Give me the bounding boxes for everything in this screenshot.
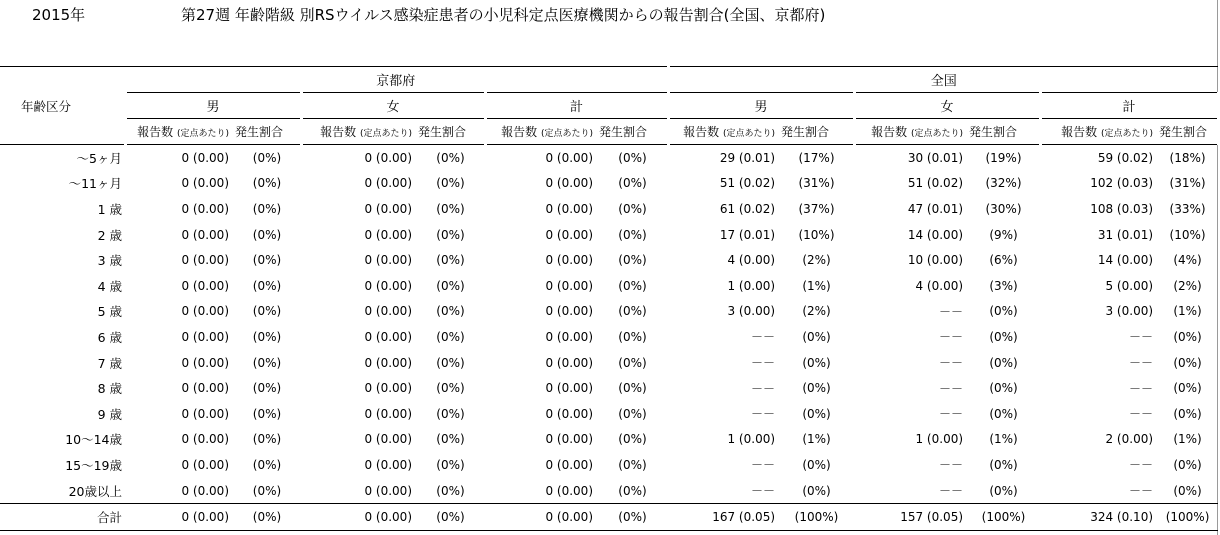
count-note-label: (定点あたり) <box>540 129 593 139</box>
pct-header: 発生割合 <box>597 119 668 145</box>
pct-cell: (0%) <box>252 457 282 472</box>
sex-header: 女 <box>301 93 485 119</box>
age-cell: 7 歳 <box>97 355 122 371</box>
count-cell: 17 (0.01) <box>719 227 776 242</box>
count-cell: 0 (0.00) <box>181 406 229 421</box>
pct-cell: (37%) <box>798 201 835 216</box>
count-cell: 14 (0.00) <box>907 227 964 242</box>
header-row-sex <box>0 93 1218 119</box>
count-cell: 167 (0.05) <box>668 504 779 531</box>
count-cell: 4 (0.00) <box>915 278 964 293</box>
pct-cell: (0%) <box>252 227 282 242</box>
pct-cell: (2%) <box>1173 278 1202 293</box>
age-cell: 9 歳 <box>97 406 122 422</box>
pct-cell: (0%) <box>618 304 647 319</box>
pct-cell: (31%) <box>798 176 835 191</box>
count-cell: 0 (0.00) <box>545 304 593 319</box>
pct-cell: (1%) <box>802 432 831 447</box>
count-cell: 0 (0.00) <box>545 483 593 498</box>
count-cell: 0 (0.00) <box>545 253 593 268</box>
table-row <box>0 247 1218 273</box>
count-label: 報告数 <box>871 125 908 139</box>
age-cell: 8 歳 <box>97 381 122 397</box>
pct-cell: (0%) <box>252 329 282 344</box>
pct-cell: (0%) <box>802 483 831 498</box>
count-cell: －－ <box>751 458 776 473</box>
pct-cell: (17%) <box>798 150 835 165</box>
table-row <box>0 350 1218 376</box>
count-cell: 0 (0.00) <box>364 381 412 396</box>
count-cell: －－ <box>751 407 776 422</box>
count-cell: －－ <box>939 458 964 473</box>
pct-cell: (18%) <box>1169 150 1206 165</box>
count-cell: 3 (0.00) <box>727 304 776 319</box>
pct-cell: (0%) <box>436 329 465 344</box>
pct-cell: (0%) <box>436 406 465 421</box>
pct-cell: (0%) <box>416 504 485 531</box>
table-row <box>0 478 1218 504</box>
count-cell: －－ <box>1129 356 1154 371</box>
pct-cell: (2%) <box>802 253 831 268</box>
count-cell: 51 (0.02) <box>719 176 776 191</box>
count-cell: －－ <box>939 381 964 396</box>
table-row <box>0 145 1218 171</box>
pct-cell: (19%) <box>985 150 1022 165</box>
pct-cell: (0%) <box>252 201 282 216</box>
count-cell: 0 (0.00) <box>364 432 412 447</box>
region-header-kyoto: 京都府 <box>125 67 668 93</box>
count-cell: 102 (0.03) <box>1090 176 1154 191</box>
table-row <box>0 273 1218 299</box>
table-row <box>0 222 1218 248</box>
count-cell: 0 (0.00) <box>181 227 229 242</box>
count-cell: 0 (0.00) <box>181 329 229 344</box>
count-header <box>668 119 779 145</box>
pct-cell: (1%) <box>1173 304 1202 319</box>
count-cell: 108 (0.03) <box>1090 201 1154 216</box>
count-cell: －－ <box>939 484 964 499</box>
sex-header: 女 <box>854 93 1040 119</box>
count-cell: 0 (0.00) <box>364 457 412 472</box>
age-cell: 10～14歳 <box>65 432 122 448</box>
age-cell: 4 歳 <box>97 278 122 294</box>
count-cell: 3 (0.00) <box>1105 304 1154 319</box>
pct-cell: (0%) <box>989 304 1018 319</box>
pct-cell: (0%) <box>802 381 831 396</box>
pct-cell: (0%) <box>989 406 1018 421</box>
count-cell: 0 (0.00) <box>545 432 593 447</box>
age-cell: 20歳以上 <box>68 483 122 499</box>
pct-cell: (0%) <box>436 483 465 498</box>
count-cell: －－ <box>939 407 964 422</box>
pct-header: 発生割合 <box>1157 119 1218 145</box>
pct-cell: (0%) <box>618 355 647 370</box>
count-cell: －－ <box>1129 381 1154 396</box>
count-cell: 10 (0.00) <box>907 253 964 268</box>
pct-cell: (0%) <box>436 150 465 165</box>
pct-cell: (0%) <box>252 304 282 319</box>
count-cell: 4 (0.00) <box>727 253 776 268</box>
age-cell: 合計 <box>0 504 125 531</box>
age-cell: 3 歳 <box>97 253 122 269</box>
pct-header: 発生割合 <box>233 119 301 145</box>
sex-header: 計 <box>485 93 668 119</box>
count-cell: 1 (0.00) <box>915 432 964 447</box>
count-cell: 14 (0.00) <box>1097 253 1154 268</box>
count-cell: 1 (0.00) <box>727 432 776 447</box>
count-cell: 0 (0.00) <box>181 201 229 216</box>
count-cell: 30 (0.01) <box>907 150 964 165</box>
pct-cell: (0%) <box>618 432 647 447</box>
pct-cell: (0%) <box>252 406 282 421</box>
count-cell: 0 (0.00) <box>364 278 412 293</box>
pct-cell: (0%) <box>252 483 282 498</box>
pct-cell: (6%) <box>989 253 1018 268</box>
pct-cell: (9%) <box>989 227 1018 242</box>
count-header <box>854 119 967 145</box>
pct-cell: (0%) <box>436 432 465 447</box>
count-label: 報告数 <box>683 125 720 139</box>
count-cell: －－ <box>1129 407 1154 422</box>
count-cell: 0 (0.00) <box>364 483 412 498</box>
table-row <box>0 504 1218 531</box>
pct-cell: (0%) <box>989 483 1018 498</box>
pct-cell: (0%) <box>436 355 465 370</box>
age-header: 年齢区分 <box>0 67 125 145</box>
count-cell: 0 (0.00) <box>181 176 229 191</box>
pct-cell: (4%) <box>1173 253 1202 268</box>
count-cell: 5 (0.00) <box>1105 278 1154 293</box>
sex-header: 計 <box>1040 93 1218 119</box>
count-note-label: (定点あたり) <box>359 129 412 139</box>
pct-cell: (0%) <box>802 355 831 370</box>
pct-cell: (0%) <box>1173 406 1202 421</box>
count-cell: 157 (0.05) <box>854 504 967 531</box>
pct-cell: (2%) <box>802 304 831 319</box>
count-header <box>125 119 233 145</box>
sex-header: 男 <box>125 93 301 119</box>
region-header-national: 全国 <box>668 67 1218 93</box>
count-cell: －－ <box>1129 458 1154 473</box>
count-cell: －－ <box>751 381 776 396</box>
count-cell: 0 (0.00) <box>545 150 593 165</box>
count-cell: 0 (0.00) <box>364 406 412 421</box>
pct-cell: (0%) <box>802 329 831 344</box>
count-cell: 0 (0.00) <box>364 253 412 268</box>
pct-cell: (0%) <box>436 304 465 319</box>
count-cell: 0 (0.00) <box>364 176 412 191</box>
count-header <box>301 119 416 145</box>
count-cell: 0 (0.00) <box>364 329 412 344</box>
count-label: 報告数 <box>320 125 357 139</box>
count-cell: 0 (0.00) <box>545 457 593 472</box>
pct-cell: (100%) <box>779 504 854 531</box>
count-cell: 0 (0.00) <box>364 150 412 165</box>
pct-header: 発生割合 <box>416 119 485 145</box>
pct-cell: (0%) <box>618 278 647 293</box>
count-cell: 59 (0.02) <box>1097 150 1154 165</box>
count-cell: 0 (0.00) <box>545 176 593 191</box>
pct-cell: (0%) <box>618 227 647 242</box>
pct-cell: (0%) <box>436 381 465 396</box>
count-header <box>1040 119 1157 145</box>
pct-cell: (0%) <box>618 329 647 344</box>
count-cell: 0 (0.00) <box>181 457 229 472</box>
pct-cell: (1%) <box>989 432 1018 447</box>
pct-cell: (0%) <box>618 381 647 396</box>
count-cell: －－ <box>751 330 776 345</box>
count-cell: 0 (0.00) <box>485 504 597 531</box>
pct-cell: (0%) <box>436 201 465 216</box>
count-cell: 0 (0.00) <box>545 406 593 421</box>
pct-cell: (0%) <box>1173 483 1202 498</box>
count-cell: 0 (0.00) <box>545 381 593 396</box>
age-cell: 6 歳 <box>97 329 122 345</box>
age-cell: 2 歳 <box>97 227 122 243</box>
count-cell: 0 (0.00) <box>364 201 412 216</box>
page-title: 第27週 年齢階級 別RSウイルス感染症患者の小児科定点医療機関からの報告割合(全国、京都府) <box>181 6 826 24</box>
count-label: 報告数 <box>137 125 174 139</box>
pct-cell: (0%) <box>618 406 647 421</box>
count-note-label: (定点あたり) <box>722 129 776 139</box>
count-cell: －－ <box>751 356 776 371</box>
pct-cell: (0%) <box>597 504 668 531</box>
count-note-label: (定点あたり) <box>176 129 229 139</box>
pct-cell: (0%) <box>618 176 647 191</box>
pct-cell: (100%) <box>1157 504 1218 531</box>
count-cell: 47 (0.01) <box>907 201 964 216</box>
count-cell: －－ <box>939 304 964 319</box>
pct-header: 発生割合 <box>779 119 854 145</box>
count-cell: 0 (0.00) <box>181 483 229 498</box>
pct-cell: (0%) <box>618 150 647 165</box>
count-cell: －－ <box>939 330 964 345</box>
pct-cell: (0%) <box>1173 457 1202 472</box>
sex-header: 男 <box>668 93 854 119</box>
count-cell: 29 (0.01) <box>719 150 776 165</box>
age-cell: ～5ヶ月 <box>76 150 122 166</box>
count-cell: 51 (0.02) <box>907 176 964 191</box>
pct-cell: (0%) <box>252 253 282 268</box>
pct-cell: (0%) <box>989 457 1018 472</box>
count-cell: 0 (0.00) <box>301 504 416 531</box>
count-cell: －－ <box>751 484 776 499</box>
age-cell: 1 歳 <box>97 201 122 217</box>
table-row <box>0 375 1218 401</box>
pct-cell: (0%) <box>618 483 647 498</box>
count-cell: 2 (0.00) <box>1105 432 1154 447</box>
count-cell: 0 (0.00) <box>545 201 593 216</box>
pct-cell: (0%) <box>802 406 831 421</box>
count-cell: 61 (0.02) <box>719 201 776 216</box>
count-cell: 0 (0.00) <box>364 304 412 319</box>
pct-cell: (1%) <box>802 278 831 293</box>
count-cell: 31 (0.01) <box>1097 227 1154 242</box>
count-note-label: (定点あたり) <box>1100 129 1154 139</box>
count-label: 報告数 <box>501 125 538 139</box>
pct-cell: (3%) <box>989 278 1018 293</box>
count-cell: 0 (0.00) <box>181 253 229 268</box>
pct-cell: (1%) <box>1173 432 1202 447</box>
count-cell: 0 (0.00) <box>125 504 233 531</box>
pct-cell: (100%) <box>967 504 1040 531</box>
age-cell: 5 歳 <box>97 304 122 320</box>
pct-cell: (0%) <box>436 253 465 268</box>
count-cell: 0 (0.00) <box>181 150 229 165</box>
table-row <box>0 324 1218 350</box>
count-cell: 0 (0.00) <box>181 432 229 447</box>
pct-cell: (30%) <box>985 201 1022 216</box>
table-row <box>0 401 1218 427</box>
count-cell: 324 (0.10) <box>1040 504 1157 531</box>
pct-cell: (0%) <box>802 457 831 472</box>
pct-cell: (0%) <box>252 355 282 370</box>
age-cell: ～11ヶ月 <box>68 176 122 192</box>
table-row <box>0 171 1218 197</box>
count-cell: 0 (0.00) <box>545 278 593 293</box>
age-cell: 15～19歳 <box>65 457 122 473</box>
pct-cell: (0%) <box>252 432 282 447</box>
pct-cell: (0%) <box>252 176 282 191</box>
pct-cell: (0%) <box>1173 355 1202 370</box>
pct-cell: (0%) <box>436 278 465 293</box>
pct-cell: (0%) <box>436 176 465 191</box>
count-cell: －－ <box>1129 330 1154 345</box>
pct-cell: (0%) <box>252 381 282 396</box>
count-cell: 0 (0.00) <box>181 278 229 293</box>
count-note-label: (定点あたり) <box>910 129 964 139</box>
pct-cell: (0%) <box>1173 381 1202 396</box>
count-label: 報告数 <box>1061 125 1098 139</box>
table-row <box>0 299 1218 325</box>
table-row <box>0 427 1218 453</box>
count-cell: －－ <box>1129 484 1154 499</box>
count-cell: 0 (0.00) <box>181 355 229 370</box>
data-table <box>0 66 1220 531</box>
pct-cell: (10%) <box>798 227 835 242</box>
header-row-region <box>0 67 1218 93</box>
pct-cell: (0%) <box>989 355 1018 370</box>
pct-cell: (0%) <box>618 457 647 472</box>
count-cell: －－ <box>939 356 964 371</box>
pct-cell: (0%) <box>989 329 1018 344</box>
pct-cell: (0%) <box>436 457 465 472</box>
report-year: 2015年 <box>32 6 86 24</box>
pct-cell: (10%) <box>1169 227 1206 242</box>
pct-cell: (0%) <box>233 504 301 531</box>
pct-cell: (31%) <box>1169 176 1206 191</box>
count-cell: 0 (0.00) <box>545 227 593 242</box>
count-cell: 0 (0.00) <box>364 227 412 242</box>
header-row-sub <box>0 119 1218 145</box>
pct-cell: (0%) <box>1173 329 1202 344</box>
count-cell: 0 (0.00) <box>364 355 412 370</box>
pct-cell: (0%) <box>436 227 465 242</box>
pct-cell: (32%) <box>985 176 1022 191</box>
count-cell: 0 (0.00) <box>545 355 593 370</box>
pct-header: 発生割合 <box>967 119 1040 145</box>
pct-cell: (0%) <box>989 381 1018 396</box>
pct-cell: (0%) <box>252 278 282 293</box>
pct-cell: (0%) <box>252 150 282 165</box>
count-cell: 0 (0.00) <box>545 329 593 344</box>
count-header <box>485 119 597 145</box>
pct-cell: (0%) <box>618 201 647 216</box>
count-cell: 1 (0.00) <box>727 278 776 293</box>
pct-cell: (0%) <box>618 253 647 268</box>
count-cell: 0 (0.00) <box>181 381 229 396</box>
pct-cell: (33%) <box>1169 201 1206 216</box>
table-row <box>0 196 1218 222</box>
table-row <box>0 452 1218 478</box>
count-cell: 0 (0.00) <box>181 304 229 319</box>
